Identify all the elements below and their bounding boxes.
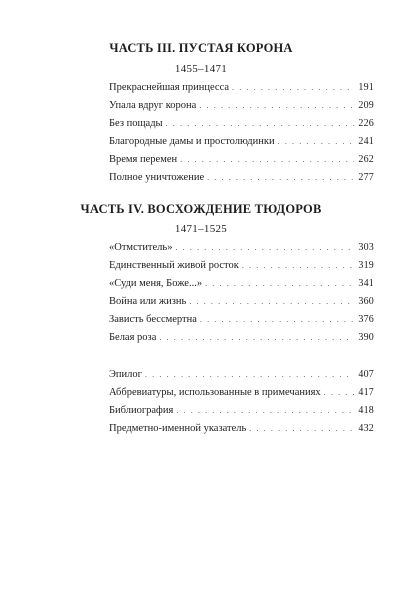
toc-leader-dots	[242, 258, 355, 274]
toc-entry[interactable]	[109, 421, 374, 437]
toc-entry-page: 241	[358, 136, 374, 147]
toc-entry-title: Предметно-именной указатель	[109, 423, 247, 434]
toc-entry-page: 417	[358, 387, 374, 398]
toc-entry-page: 262	[358, 154, 374, 165]
toc-entry-page: 191	[358, 82, 374, 93]
toc-entry-title: Война или жизнь	[109, 296, 187, 307]
toc-leader-dots	[159, 330, 354, 346]
toc-leader-dots	[199, 98, 354, 114]
toc-entry-page: 277	[358, 172, 374, 183]
toc-leader-dots	[175, 240, 354, 256]
toc-entry-title: Зависть бессмертна	[109, 314, 197, 325]
toc-entry-title: Упала вдруг корона	[109, 100, 197, 111]
toc-leader-dots	[176, 403, 354, 419]
toc-entry-page: 432	[358, 423, 374, 434]
toc-entry-title: Эпилог	[109, 369, 142, 380]
toc-entry[interactable]	[109, 80, 374, 96]
toc-entry-page: 407	[358, 369, 374, 380]
toc-leader-dots	[189, 294, 354, 310]
toc-entry[interactable]	[109, 258, 374, 274]
toc-leader-dots	[324, 385, 355, 401]
toc-entry-page: 226	[358, 118, 374, 129]
toc-entry[interactable]	[109, 294, 374, 310]
toc-entry-page: 418	[358, 405, 374, 416]
toc-entry-title: Библиография	[109, 405, 174, 416]
toc-leader-dots	[249, 421, 354, 437]
toc-entry-page: 390	[358, 332, 374, 343]
toc-leader-dots	[200, 312, 354, 328]
toc-entry-page: 341	[358, 278, 374, 289]
toc-entry-title: Благородные дамы и простолюдинки	[109, 136, 275, 147]
toc-entry-page: 376	[358, 314, 374, 325]
toc-entry[interactable]	[109, 367, 374, 383]
toc-entry-title: Без пощады	[109, 118, 163, 129]
toc-leader-dots	[232, 80, 354, 96]
toc-entry[interactable]	[109, 385, 374, 401]
toc-entry-page: 209	[358, 100, 374, 111]
toc-entry-title: Прекраснейшая принцесса	[109, 82, 230, 93]
toc-entry-page: 360	[358, 296, 374, 307]
toc-entry[interactable]	[109, 98, 374, 114]
toc-entry-title: Полное уничтожение	[109, 172, 205, 183]
toc-leader-dots	[207, 170, 354, 186]
toc-entry-page: 319	[358, 260, 374, 271]
part-3-years: 1455–1471	[174, 63, 228, 75]
toc-leader-dots	[205, 276, 354, 292]
toc-entry[interactable]	[109, 276, 374, 292]
part-3-title: ЧАСТЬ III. ПУСТАЯ КОРОНА	[109, 41, 293, 55]
toc-leader-dots	[180, 152, 354, 168]
toc-entry[interactable]	[109, 330, 374, 346]
toc-entry-title: Единственный живой росток	[109, 260, 239, 271]
toc-entry-title: «Отмститель»	[109, 242, 173, 253]
toc-entry[interactable]	[109, 403, 374, 419]
part-4-years: 1471–1525	[174, 223, 228, 235]
toc-entry[interactable]	[109, 170, 374, 186]
toc-entry[interactable]	[109, 152, 374, 168]
toc-leader-dots	[166, 116, 355, 132]
toc-entry[interactable]	[109, 134, 374, 150]
toc-entry[interactable]	[109, 116, 374, 132]
toc-entry-page: 303	[358, 242, 374, 253]
toc-entry[interactable]	[109, 240, 374, 256]
toc-entry-title: Время перемен	[109, 154, 178, 165]
toc-entry-title: Аббревиатуры, использованные в примечаниях	[109, 387, 321, 398]
toc-entry-title: «Суди меня, Боже...»	[109, 278, 203, 289]
toc-entry-title: Белая роза	[109, 332, 157, 343]
toc-leader-dots	[278, 134, 355, 150]
toc-leader-dots	[145, 367, 354, 383]
part-4-title: ЧАСТЬ IV. ВОСХОЖДЕНИЕ ТЮДОРОВ	[80, 202, 322, 216]
toc-entry[interactable]	[109, 312, 374, 328]
